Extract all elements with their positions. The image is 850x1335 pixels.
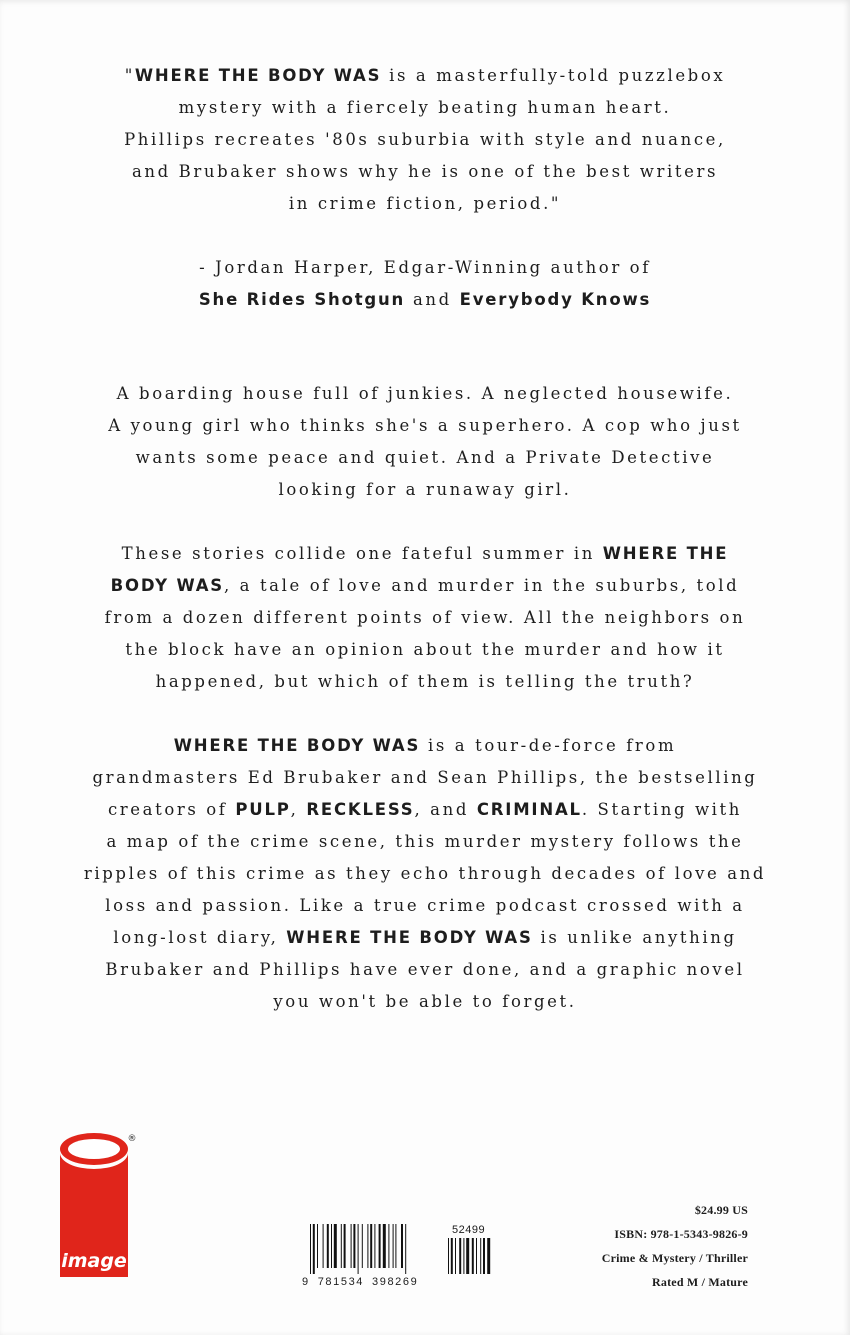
- addon-bar: [455, 1238, 456, 1274]
- barcode-digit-group: 398269: [372, 1276, 419, 1288]
- quote-line: in crime fiction, period.": [288, 194, 562, 213]
- text-line: looking for a runaway girl.: [278, 480, 572, 499]
- addon-bar: [448, 1238, 449, 1274]
- addon-bar: [476, 1238, 477, 1274]
- text-line: the block have an opinion about the murder and how it: [125, 640, 725, 659]
- addon-code: 52499: [452, 1224, 486, 1236]
- text-line: wants some peace and quiet. And a Private Detective: [135, 448, 715, 467]
- barcode-digits: [302, 1276, 442, 1288]
- book-title: Everybody Knows: [459, 290, 652, 309]
- barcode-bar: [374, 1224, 375, 1268]
- quote-line: Phillips recreates '80s suburbia with style and nuance,: [124, 130, 726, 149]
- image-comics-logo: [58, 1131, 136, 1277]
- attribution-line: - Jordan Harper, Edgar-Winning author of: [199, 258, 651, 277]
- barcode-bar: [379, 1224, 381, 1268]
- barcode-bar: [370, 1224, 372, 1268]
- barcode-bar: [388, 1224, 389, 1268]
- addon-bar: [472, 1238, 474, 1274]
- text-line: creators of PULP, RECKLESS, and CRIMINAL. Starting with: [107, 800, 743, 819]
- attribution-books: She Rides Shotgun and Everybody Knows: [198, 290, 652, 309]
- quote-line: "WHERE THE BODY WAS is a masterfully-told puzzlebox: [124, 66, 726, 85]
- isbn: ISBN: 978-1-5343-9826-9: [614, 1227, 748, 1241]
- addon-bar: [463, 1238, 464, 1274]
- registered-mark: ®: [127, 1134, 136, 1144]
- text-line: BODY WAS, a tale of love and murder in the suburbs, told: [110, 576, 740, 595]
- book-metadata: [528, 1198, 748, 1294]
- addon-bar: [451, 1238, 453, 1274]
- intro-paragraph: [40, 378, 810, 506]
- series-title: RECKLESS: [306, 800, 415, 819]
- text-line: WHERE THE BODY WAS is a tour-de-force from: [173, 736, 677, 755]
- logo-wordmark: image: [61, 1250, 127, 1272]
- barcode-bar: [383, 1224, 386, 1268]
- barcode-bar: [341, 1224, 342, 1268]
- barcode-bar: [393, 1224, 394, 1268]
- review-quote: [40, 60, 810, 220]
- title-bold: BODY WAS: [110, 576, 224, 595]
- barcode-bar: [317, 1224, 318, 1268]
- barcode: [302, 1224, 514, 1292]
- barcode-bar: [395, 1224, 396, 1268]
- text-line: ripples of this crime as they echo through decades of love and: [83, 864, 767, 883]
- barcode-bar: [344, 1224, 346, 1268]
- barcode-bar: [353, 1224, 355, 1268]
- quote-line: and Brubaker shows why he is one of the best writers: [131, 162, 719, 181]
- barcode-bar: [362, 1224, 363, 1268]
- text-line: Brubaker and Phillips have ever done, and a graphic novel: [105, 960, 745, 979]
- genre: Crime & Mystery / Thriller: [601, 1251, 748, 1265]
- book-title: She Rides Shotgun: [198, 290, 406, 309]
- text-line: long-lost diary, WHERE THE BODY WAS is unlike anything: [113, 928, 737, 947]
- text-line: loss and passion. Like a true crime podcast crossed with a: [105, 896, 745, 915]
- title-bold: WHERE THE BODY WAS: [134, 66, 382, 85]
- title-bold: WHERE THE BODY WAS: [173, 736, 421, 755]
- text-line: A boarding house full of junkies. A neglected housewife.: [116, 384, 734, 403]
- addon-bar: [480, 1238, 481, 1274]
- barcode-bar: [367, 1224, 368, 1268]
- logo-top-highlight: [68, 1139, 120, 1159]
- series-title: PULP: [235, 800, 291, 819]
- synopsis-paragraph: [40, 538, 810, 698]
- barcode-bar: [358, 1224, 359, 1274]
- text-line: grandmasters Ed Brubaker and Sean Phillips, the bestselling: [92, 768, 758, 787]
- barcode-bar: [351, 1224, 352, 1268]
- barcode-bar: [401, 1224, 403, 1268]
- barcode-bar: [331, 1224, 332, 1268]
- price: $24.99 US: [694, 1203, 748, 1217]
- addon-bar: [466, 1238, 469, 1274]
- rating: Rated M / Mature: [652, 1275, 748, 1289]
- title-bold: WHERE THE BODY WAS: [286, 928, 533, 947]
- barcode-bar: [405, 1224, 406, 1274]
- text-line: These stories collide one fateful summer in WHERE THE: [121, 544, 729, 563]
- text-line: from a dozen different points of view. All the neighbors on: [104, 608, 746, 627]
- text-line: you won't be able to forget.: [273, 992, 577, 1011]
- pitch-paragraph: [40, 730, 810, 1018]
- text-line: A young girl who thinks she's a superhero. A cop who just: [108, 416, 742, 435]
- series-title: CRIMINAL: [476, 800, 582, 819]
- barcode-bar: [313, 1224, 315, 1274]
- barcode-digit-group: 9: [302, 1276, 310, 1288]
- quote-attribution: [40, 252, 810, 316]
- barcode-bar: [310, 1224, 311, 1274]
- addon-bar: [487, 1238, 490, 1274]
- barcode-bar: [334, 1224, 337, 1268]
- addon-bar: [483, 1238, 485, 1274]
- text-line: happened, but which of them is telling the truth?: [155, 672, 695, 691]
- title-bold: WHERE THE: [602, 544, 729, 563]
- text-line: a map of the crime scene, this murder mystery follows the: [106, 832, 744, 851]
- barcode-bar: [327, 1224, 329, 1268]
- barcode-bar: [323, 1224, 324, 1268]
- quote-line: mystery with a fiercely beating human heart.: [178, 98, 672, 117]
- barcode-digit-group: 781534: [317, 1276, 365, 1288]
- addon-bar: [459, 1238, 461, 1274]
